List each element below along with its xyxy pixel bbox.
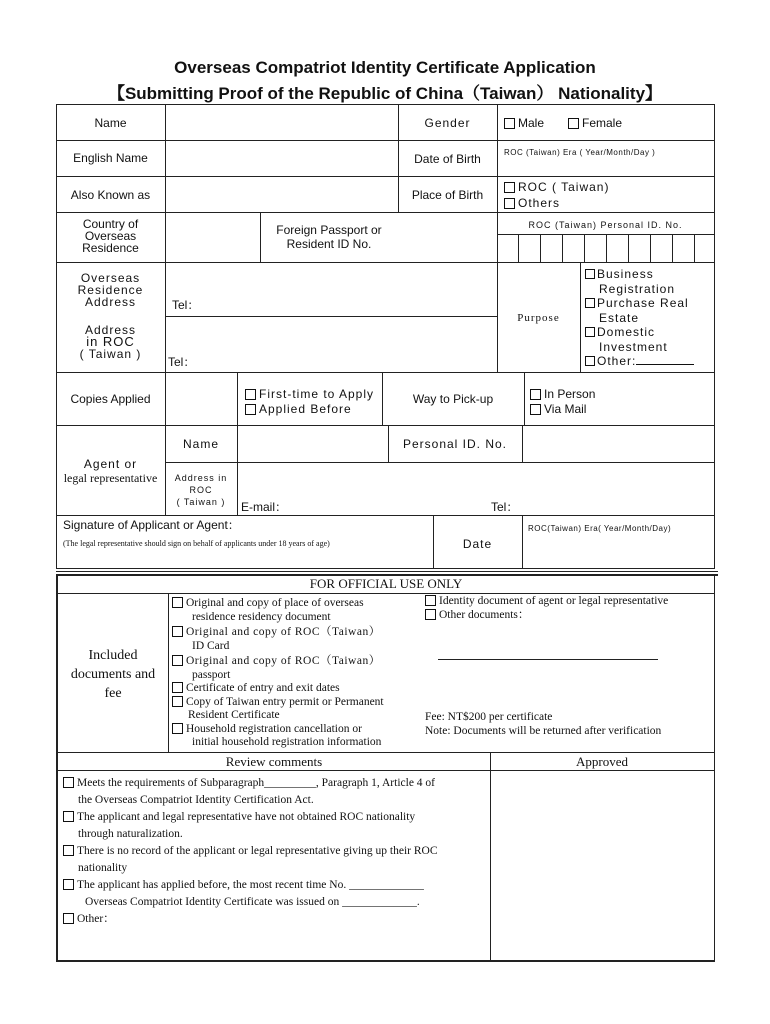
review-comments-list: Meets the requirements of Subparagraph_________, Paragraph 1, Article 4 of the Overseas Compatriot Identity Certification Act. The applicant and legal representative have not obtained ROC nationality through naturalization. There is no record of the applicant or legal representative giving up their ROC nationality The applicant has applied before, the most recent time No. _____________ Overseas Compatriot Identity Certificate was issued on _____________. Other：	[63, 775, 488, 928]
official-use-heading: FOR OFFICIAL USE ONLY	[309, 576, 463, 591]
country-field[interactable]	[166, 213, 260, 262]
gender-male-option[interactable]: Male	[504, 116, 544, 130]
fee-note: Fee: NT$200 per certificate Note: Documents will be returned after verification	[425, 711, 662, 737]
approved-heading: Approved	[576, 754, 628, 769]
form-title: Overseas Compatriot Identity Certificate Application	[174, 58, 596, 77]
purpose-label: Purpose	[517, 312, 560, 324]
purpose-other[interactable]: Other:	[585, 354, 694, 369]
doc-residence-item[interactable]: Original and copy of place of overseas	[172, 597, 412, 611]
date-label: Date	[462, 537, 493, 551]
review-no-record-item[interactable]: There is no record of the applicant or legal representative giving up their ROC	[63, 843, 488, 860]
review-naturalization-item[interactable]: The applicant and legal representative have not obtained ROC nationality	[63, 809, 488, 826]
roc-pid-label: ROC (Taiwan) Personal ID. No.	[528, 220, 683, 230]
doc-other-checkbox[interactable]	[425, 609, 436, 620]
first-time-checkbox[interactable]	[245, 389, 256, 400]
pob-roc-option[interactable]: ROC ( Taiwan)	[504, 180, 609, 194]
doc-entry-permit-checkbox[interactable]	[172, 696, 183, 707]
agent-label: Agent or legal representative	[63, 457, 158, 485]
english-name-field[interactable]	[166, 141, 398, 176]
passport-label: Foreign Passport or Resident ID No.	[276, 223, 382, 251]
other-documents-list	[425, 595, 668, 622]
application-history	[245, 387, 374, 417]
overseas-address-label: Overseas Residence Address	[77, 271, 144, 309]
name-label: Name	[94, 116, 127, 130]
doc-other-item[interactable]: Other documents：	[425, 609, 668, 623]
pob-others-checkbox[interactable]	[504, 198, 515, 209]
purpose-business[interactable]: Business	[585, 267, 694, 282]
other-purpose-blank[interactable]	[636, 354, 694, 365]
applied-before-checkbox[interactable]	[245, 404, 256, 415]
overseas-address-field[interactable]	[166, 263, 497, 316]
place-of-birth-label: Place of Birth	[411, 188, 484, 202]
signature-field[interactable]	[57, 516, 433, 568]
real-estate-checkbox[interactable]	[585, 298, 595, 308]
male-checkbox[interactable]	[504, 118, 515, 129]
roc-address-field[interactable]	[166, 317, 497, 372]
copies-field[interactable]	[166, 373, 237, 425]
name-field[interactable]	[166, 105, 398, 140]
country-label: Country of Overseas Residence	[82, 217, 139, 255]
roc-address-label: Address in ROC ( Taiwan )	[79, 323, 142, 361]
agent-tel-label: Tel：	[491, 500, 519, 514]
business-checkbox[interactable]	[585, 269, 595, 279]
agent-address-label: Address in ROC ( Taiwan )	[174, 473, 228, 507]
roc-pid-boxes[interactable]	[498, 235, 714, 262]
doc-household-checkbox[interactable]	[172, 723, 183, 734]
via-mail-option[interactable]: Via Mail	[530, 402, 595, 417]
review-no-record-checkbox[interactable]	[63, 845, 74, 856]
agent-name-field[interactable]	[238, 426, 388, 462]
applied-before-option[interactable]: Applied Before	[245, 402, 374, 417]
pob-others-option[interactable]: Others	[504, 196, 560, 210]
purpose-real-estate[interactable]: Purchase Real	[585, 296, 694, 311]
doc-entry-exit-checkbox[interactable]	[172, 682, 183, 693]
in-person-checkbox[interactable]	[530, 389, 541, 400]
in-person-option[interactable]: In Person	[530, 387, 595, 402]
via-mail-checkbox[interactable]	[530, 404, 541, 415]
purpose-domestic[interactable]: Domestic	[585, 325, 694, 340]
review-naturalization-checkbox[interactable]	[63, 811, 74, 822]
doc-agent-id-checkbox[interactable]	[425, 595, 436, 606]
review-applied-before-item[interactable]: The applicant has applied before, the most recent time No. _____________	[63, 877, 488, 894]
form-subtitle: 【Submitting Proof of the Republic of China（Taiwan） Nationality】	[107, 84, 663, 103]
copies-applied-label: Copies Applied	[70, 392, 151, 406]
date-of-birth-label: Date of Birth	[414, 152, 481, 166]
other-purpose-checkbox[interactable]	[585, 356, 595, 366]
pickup-options	[530, 387, 595, 417]
doc-passport-checkbox[interactable]	[172, 655, 183, 666]
doc-entry-permit-item[interactable]: Copy of Taiwan entry permit or Permanent	[172, 696, 412, 710]
agent-address-field[interactable]	[238, 463, 714, 515]
included-documents-label: Included documents and fee	[70, 648, 156, 701]
doc-id-card-checkbox[interactable]	[172, 626, 183, 637]
first-time-option[interactable]: First-time to Apply	[245, 387, 374, 402]
agent-email-label: E-mail：	[241, 500, 288, 514]
included-documents-list: Original and copy of place of overseas residence residency document Original and copy of ROC（Taiwan） ID Card Original and copy of ROC（Taiwan） passport Certificate of entry and exit dates Copy of Taiwan entry permit or Permanent Resident Certificate Household registration cancellation or initial household registration information	[172, 597, 412, 750]
review-subparagraph-item[interactable]: Meets the requirements of Subparagraph_________, Paragraph 1, Article 4 of	[63, 775, 488, 792]
date-format-hint: ROC(Taiwan) Era( Year/Month/Day)	[528, 524, 672, 533]
agent-name-label: Name	[182, 437, 219, 451]
signature-note: (The legal representative should sign on behalf of applicants under 18 years of age)	[63, 539, 330, 548]
dob-format-hint: ROC (Taiwan) Era ( Year/Month/Day )	[504, 148, 656, 157]
signature-label: Signature of Applicant or Agent：	[63, 518, 240, 532]
also-known-as-label: Also Known as	[70, 188, 151, 202]
roc-tel-label: Tel：	[168, 355, 196, 369]
gender-label: Gender	[424, 116, 471, 130]
also-known-as-field[interactable]	[166, 177, 398, 212]
domestic-checkbox[interactable]	[585, 327, 595, 337]
english-name-label: English Name	[73, 151, 148, 165]
doc-agent-id-item[interactable]: Identity document of agent or legal representative	[425, 595, 668, 609]
review-other-item[interactable]: Other：	[63, 911, 488, 928]
review-other-checkbox[interactable]	[63, 913, 74, 924]
approved-field[interactable]	[491, 771, 714, 960]
review-comments-heading: Review comments	[225, 754, 323, 769]
gender-female-option[interactable]: Female	[568, 116, 622, 130]
date-of-birth-field[interactable]	[498, 158, 714, 176]
date-field[interactable]	[523, 534, 714, 568]
overseas-tel-label: Tel：	[172, 298, 200, 312]
pob-roc-checkbox[interactable]	[504, 182, 515, 193]
female-checkbox[interactable]	[568, 118, 579, 129]
purpose-options: Business Registration Purchase Real Estate Domestic Investment Other:	[585, 267, 694, 369]
agent-personal-id-label: Personal ID. No.	[402, 437, 508, 451]
doc-entry-exit-item[interactable]: Certificate of entry and exit dates	[172, 682, 412, 696]
doc-household-item[interactable]: Household registration cancellation or	[172, 723, 412, 737]
review-applied-before-checkbox[interactable]	[63, 879, 74, 890]
way-to-pickup-label: Way to Pick-up	[412, 392, 494, 406]
doc-passport-item[interactable]: Original and copy of ROC（Taiwan）	[172, 655, 412, 669]
other-documents-blank[interactable]	[438, 659, 658, 660]
doc-id-card-item[interactable]: Original and copy of ROC（Taiwan）	[172, 626, 412, 640]
review-subparagraph-checkbox[interactable]	[63, 777, 74, 788]
agent-personal-id-field[interactable]	[523, 426, 714, 462]
doc-residence-checkbox[interactable]	[172, 597, 183, 608]
